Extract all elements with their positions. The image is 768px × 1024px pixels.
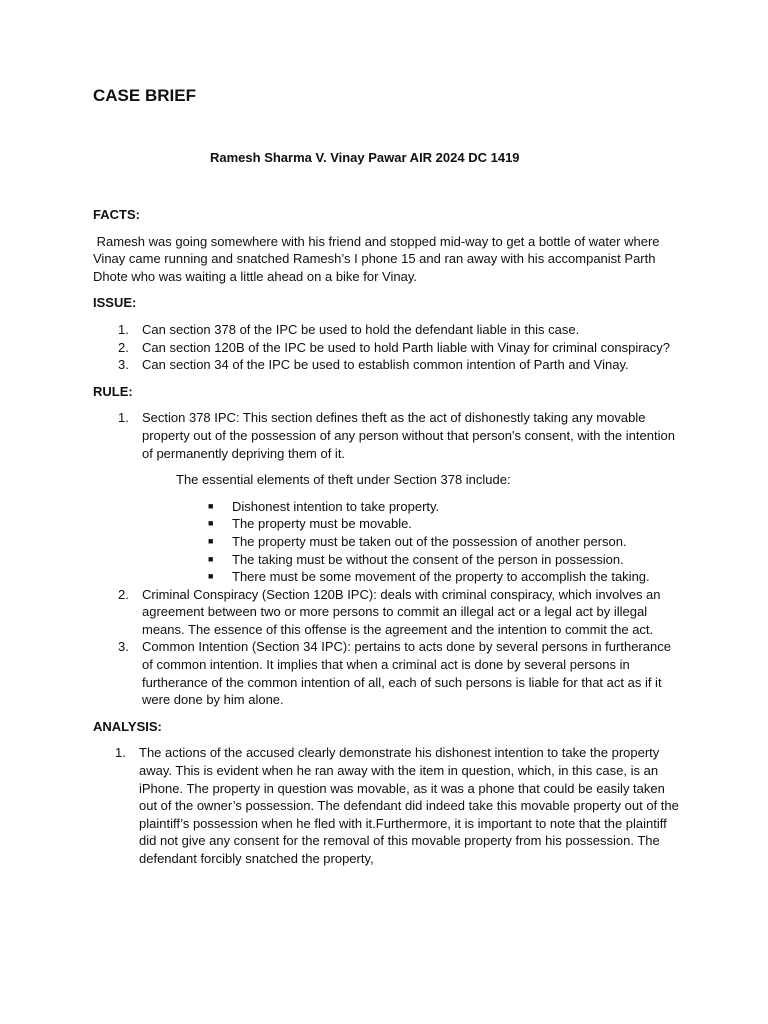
rule-heading: RULE:	[93, 383, 133, 399]
analysis-item: 1. The actions of the accused clearly demonstrate his dishonest intention to take the property away. This is evident when he ran away with the item in question, which, in this case, is an iPhone. The property in question was movable, as it was a phone that could be easily taken out of the owner’s possession. The defendant did indeed take this movable property out of the plaintiff’s possession when he fled with it.Furthermore, it is important to note that the plaintiff did not give any consent for the removal of this movable property from his possession. The defendant forcibly snatched the property,	[115, 745, 679, 866]
analysis-heading: ANALYSIS:	[93, 718, 162, 734]
issue-heading: ISSUE:	[93, 295, 137, 311]
square-bullet-icon: ■	[208, 500, 214, 511]
issue-item: 2. Can section 120B of the IPC be used to hold Parth liable with Vinay for criminal conspiracy?	[118, 339, 670, 355]
issue-list	[93, 321, 683, 374]
list-item: ■ The property must be taken out of the possession of another person.	[208, 533, 627, 549]
facts-text: Ramesh was going somewhere with his friend and stopped mid-way to get a bottle of water where Vinay came running and snatched Ramesh’s I phone 15 and ran away with his accompanist Parth Dhote who was waiting a little ahead on a bike for Vinay.	[93, 233, 660, 284]
issue-item: 3. Can section 34 of the IPC be used to establish common intention of Parth and Vinay.	[118, 357, 629, 373]
theft-elements-intro: The essential elements of theft under Section 378 include:	[176, 472, 511, 488]
square-bullet-icon: ■	[208, 535, 214, 546]
document-body	[93, 206, 683, 877]
square-bullet-icon: ■	[208, 553, 214, 564]
issue-item: 1. Can section 378 of the IPC be used to hold the defendant liable in this case.	[118, 321, 580, 337]
list-item: ■ There must be some movement of the property to accomplish the taking.	[208, 569, 650, 585]
rule-item-section-34: 3. Common Intention (Section 34 IPC): pertains to acts done by several persons in furtherance of common intention. It implies that when a criminal act is done by several persons in furtherance of the common intention of all, each of such persons is liable for that act as if it were done by him alone.	[118, 639, 671, 708]
square-bullet-icon: ■	[208, 518, 214, 529]
rule-list	[93, 409, 683, 709]
document-title: CASE BRIEF	[93, 86, 196, 105]
facts-heading: FACTS:	[93, 207, 140, 222]
rule-item-section-120b: 2. Criminal Conspiracy (Section 120B IPC): deals with criminal conspiracy, which involves an agreement between two or more persons to commit an illegal act or a legal act by illegal means. The essence of this offense is the agreement and the intention to commit the act.	[118, 586, 661, 637]
list-item: ■ Dishonest intention to take property.	[208, 498, 440, 514]
list-item: ■ The property must be movable.	[208, 516, 412, 532]
list-item: ■ The taking must be without the consent of the person in possession.	[208, 551, 624, 567]
square-bullet-icon: ■	[208, 571, 214, 582]
analysis-list	[93, 744, 683, 867]
rule-item-section-378: 1. Section 378 IPC: This section defines theft as the act of dishonestly taking any movable property out of the possession of any person without that person's consent, with the intention of permanently depriving them of it. The essential elements of theft under Section 378 include: ■ Dishonest intention to take property. ■ The property must be movable. ■ The property must be taken out of the possession of another person. ■ The taking must be without the consent of the person in possession. ■ There must be some movement of the property to accomplish the taking.	[93, 409, 683, 585]
case-citation: Ramesh Sharma V. Vinay Pawar AIR 2024 DC 1419	[210, 150, 520, 165]
theft-elements-list	[142, 498, 683, 586]
rule-item-text: Section 378 IPC: This section defines theft as the act of dishonestly taking any movable property out of the possession of any person without that person's consent, with the intention of permanently depriving them of it.	[142, 410, 675, 461]
